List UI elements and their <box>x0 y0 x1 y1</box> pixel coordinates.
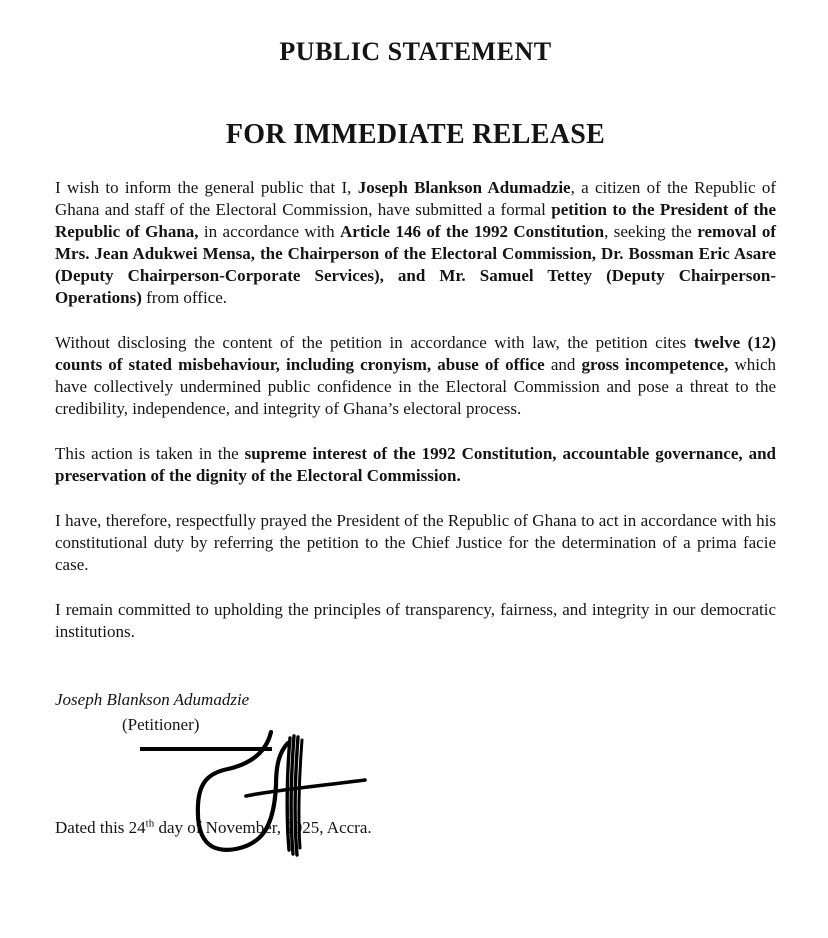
text-run: , seeking the <box>604 222 698 241</box>
document-title: PUBLIC STATEMENT <box>279 37 552 66</box>
date-prefix: Dated this 24 <box>55 818 146 837</box>
text-run: which have collectively undermined public confidence in the Electoral Commission and pose a threat to the credibility, independence, and integrity of Ghana’s electoral process. <box>55 355 777 418</box>
text-run-bold: twelve (12) counts of stated misbehaviour, including cronyism, abuse of office <box>55 333 776 374</box>
signatory-role: (Petitioner) <box>122 715 200 734</box>
text-run: I wish to inform the general public that I, <box>55 178 358 197</box>
text-run: , a citizen of the Republic of Ghana and staff of the Electoral Commission, have submitted a formal <box>55 178 777 219</box>
date-suffix: day of November, 2025, Accra. <box>154 818 372 837</box>
text-run: This action is taken in the <box>55 444 245 463</box>
text-run: in accordance with <box>198 222 341 241</box>
text-run-bold: supreme interest of the 1992 Constitution, accountable governance, and preservation of the dignity of the Electoral Commission. <box>55 444 776 485</box>
text-run: Without disclosing the content of the petition in accordance with law, the petition cites <box>55 333 694 352</box>
paragraph-commitment <box>55 599 776 643</box>
date-ordinal-suffix: th <box>145 817 155 830</box>
text-run: and <box>544 355 582 374</box>
signature-horizontal-stroke <box>246 780 365 796</box>
paragraph-action-interest <box>55 443 776 487</box>
text-run: from office. <box>141 288 228 307</box>
text-run-bold: Article 146 of the 1992 Constitution <box>340 222 605 241</box>
paragraph-prayer <box>55 510 776 576</box>
text-run: I have, therefore, respectfully prayed the President of the Republic of Ghana to act in accordance with his constitutional duty by referring the petition to the Chief Justice for the determination of a prima facie case. <box>55 511 776 574</box>
paragraph-petition-counts <box>55 332 776 420</box>
text-run-bold: removal of Mrs. Jean Adukwei Mensa, the Chairperson of the Electoral Commission, Dr. Bossman Eric Asare (Deputy Chairperson-Corporate Services), and Mr. Samuel Tettey (Deputy Chairperson-Operations) <box>55 222 776 307</box>
date-line <box>55 817 372 839</box>
signature-rule-line <box>140 747 272 751</box>
text-run-bold: gross incompetence, <box>581 355 729 374</box>
signatory-name: Joseph Blankson Adumadzie <box>55 690 250 709</box>
paragraph-petition-announcement <box>55 177 776 309</box>
text-run-bold: petition to the President of the Republic of Ghana, <box>55 200 777 241</box>
text-run: I remain committed to upholding the principles of transparency, fairness, and integrity in our democratic institutions. <box>55 600 776 641</box>
text-run-bold: Joseph Blankson Adumadzie <box>357 178 571 197</box>
release-line: FOR IMMEDIATE RELEASE <box>225 119 606 150</box>
signature-block <box>55 689 776 736</box>
